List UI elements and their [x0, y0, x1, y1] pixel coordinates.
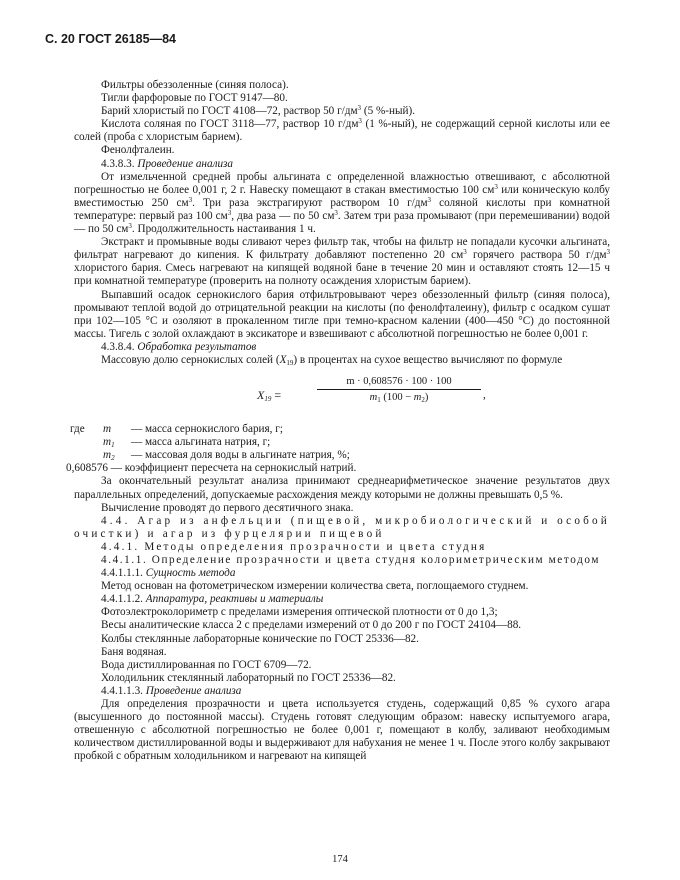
list-item: Фильтры обеззоленные (синяя полоса). — [101, 79, 289, 91]
formula-comma: , — [483, 389, 486, 402]
section-heading: 4.3.8.4. Обработка результатов — [101, 340, 257, 353]
list-item: Колбы стеклянные лабораторные конические по ГОСТ 25336—82. — [101, 632, 419, 645]
definition-item: $m_1$ — масса альгината натрия, г; — [103, 436, 271, 450]
definition-item: $m_2$ — массовая доля воды в альгинате натрия, %; — [103, 449, 350, 463]
list-item: Кислота соляная по ГОСТ 3118—77, раствор 10 $г/дм^3$ (1 %-ный), не содержащий серной кислоты или ее солей (проба с хлористым барием). — [74, 117, 610, 144]
page-header: С. 20 ГОСТ 26185—84 — [45, 32, 176, 46]
formula-denominator: $m_1$ $(100 - m_2)$ — [369, 392, 429, 405]
list-item: Барий хлористый по ГОСТ 4108—72, раствор 50 $г/дм^3$ (5 %-ный). — [101, 104, 416, 118]
definition-item: 0,608576 — коэффициент пересчета на сернокислый натрий. — [66, 462, 357, 475]
section-heading: 4.4.1. Методы определения прозрачности и цвета студня — [101, 540, 487, 553]
paragraph: Выпавший осадок сернокислого бария отфильтровывают через обеззоленный фильтр (синяя полоса), промывают теплой водой до отрицательной реакции на кислоты (по фенолфталеину), фильтр с осадком сушат при 102—105 °С и озоляют в прокаленном тигле при темно-красном калении (400—450 °С) до постоянной массы. Тигель с золой охлаждают в эксикаторе и взвешивают с абсолютной погрешностью не более 0,001 г. — [74, 288, 610, 340]
list-item: Баня водяная. — [101, 645, 167, 658]
paragraph: Для определения прозрачности и цвета используется студень, содержащий 0,85 % сухого агара (высушенного до постоянной массы). Студень готовят следующим образом: навеску испытуемого агара, отвешенную с абсолютной погрешностью не более 0,001 г, помещают в колбу, заливают необходимым количеством дистиллированной воды и выдерживают для набухания не менее 1 ч. После этого колбу закрывают пробкой с обратным холодильником и нагревают на кипящей — [74, 698, 610, 763]
section-heading: 4.4.1.1. Определение прозрачности и цвета студня колориметрическим методом — [101, 554, 601, 566]
section-heading: 4.4.1.1.2. Аппаратура, реактивы и материалы — [101, 593, 324, 606]
section-heading: 4.4.1.1.1. Сущность метода — [101, 567, 236, 580]
list-item: Холодильник стеклянный лабораторный по ГОСТ 25336—82. — [101, 671, 396, 684]
section-heading: 4.3.8.3. Проведение анализа — [101, 157, 234, 170]
paragraph: Массовую долю сернокислых солей $(X_{19})$ в процентах на сухое вещество вычисляют по формуле — [101, 353, 563, 367]
paragraph: Метод основан на фотометрическом измерении количества света, поглощаемого студнем. — [101, 580, 529, 593]
list-item: Вода дистиллированная по ГОСТ 6709—72. — [101, 658, 312, 671]
formula-numerator: m · 0,608576 · 100 · 100 — [346, 376, 452, 388]
section-heading: 4.4. Агар из анфельции (пищевой, микробиологический и особой очистки) и агар из фурцелярии пищевой — [74, 514, 610, 540]
list-item: Фотоэлектроколориметр с пределами измерения оптической плотности от 0 до 1,3; — [101, 606, 498, 619]
formula — [74, 373, 610, 419]
page-number: 174 — [332, 854, 348, 865]
formula-lhs: $X_{19}$ = — [257, 388, 282, 404]
paragraph: Вычисление проводят до первого десятичного знака. — [101, 501, 354, 514]
formula-fraction — [317, 375, 481, 404]
definition-item: где m — масса сернокислого бария, г; — [70, 423, 283, 436]
paragraph: Экстракт и промывные воды сливают через фильтр так, чтобы на фильтр не попадали кусочки альгината, фильтрат нагревают до кипения. К фильтрату добавляют постепенно 20 $см^3$ горячего раствора 50 $г/дм^3$ хлористого бария. Смесь нагревают на кипящей водяной бане в течение 20 мин и оставляют стоять 12—15 ч при комнатной температуре (проверить на полноту осаждения хлористым барием). — [74, 236, 610, 288]
paragraph: За окончательный результат анализа принимают среднеарифметическое значение результатов двух параллельных определений, допускаемые расхождения между которыми не должны превышать 0,5 %. — [74, 475, 610, 501]
definitions — [66, 423, 610, 475]
paragraph: От измельченной средней пробы альгината с определенной влажностью отвешивают, с абсолютной погрешностью не более 0,001 г, 2 г. Навеску помещают в стакан вместимостью 100 $см^3$ или коническую колбу вместимостью 250 $см^3$. Три раза экстрагируют раствором 10 $г/дм^3$ соляной кислоты при комнатной температуре: первый раз 100 $см^3$, два раза — по 50 $см^3$. Затем три раза промывают (при перемешивании) водой — по 50 $см^3$. Продолжительность настаивания 1 ч. — [74, 170, 611, 236]
list-item: Весы аналитические класса 2 с пределами измерений от 0 до 200 г по ГОСТ 24104—88. — [101, 619, 522, 632]
page-content — [66, 79, 611, 764]
section-heading: 4.4.1.1.3. Проведение анализа — [101, 684, 242, 697]
list-item: Фенолфталеин. — [101, 144, 175, 157]
list-item: Тигли фарфоровые по ГОСТ 9147—80. — [101, 92, 288, 105]
